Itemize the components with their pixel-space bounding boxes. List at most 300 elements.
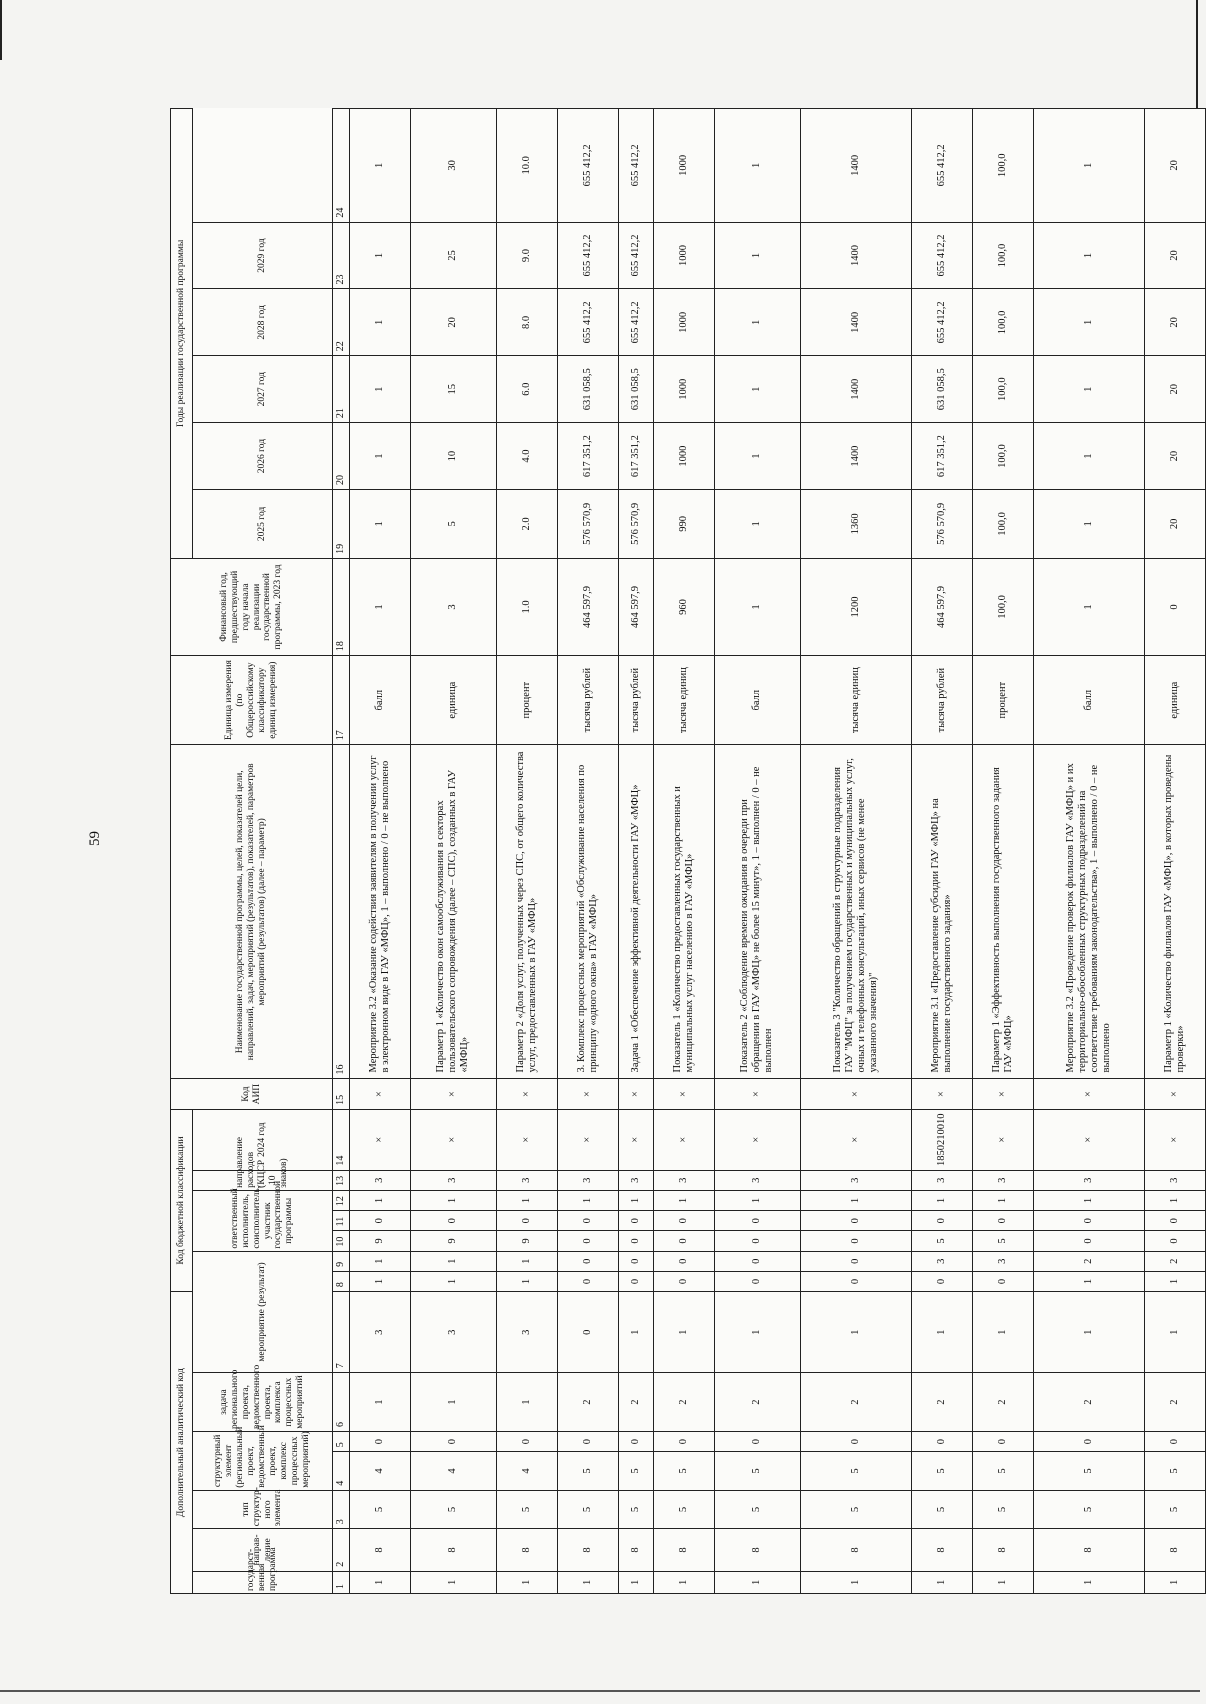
- year-value-cell: 1: [350, 423, 411, 490]
- code-cell: 5: [557, 1452, 618, 1490]
- year-value-cell: 1000: [654, 109, 715, 223]
- column-number: 19: [333, 489, 350, 558]
- table-row: [496, 109, 557, 1594]
- code-cell: 1: [618, 1190, 654, 1210]
- column-number: 18: [333, 558, 350, 655]
- code-cell: 0: [1033, 1431, 1144, 1451]
- year-value-cell: 100,0: [973, 109, 1034, 223]
- code-cell: 2: [557, 1373, 618, 1432]
- year-value-cell: 4.0: [496, 423, 557, 490]
- year-value-cell: 1000: [654, 289, 715, 356]
- code-cell: ×: [557, 1109, 618, 1170]
- year-value-cell: 655 412,2: [557, 289, 618, 356]
- code-cell: 8: [800, 1529, 911, 1572]
- year-value-cell: 100,0: [973, 222, 1034, 289]
- year-value-cell: 100,0: [973, 423, 1034, 490]
- year-value-cell: 1400: [800, 222, 911, 289]
- code-cell: 0: [800, 1271, 911, 1291]
- code-cell: 0: [410, 1431, 496, 1451]
- code-cell: 3: [714, 1170, 800, 1190]
- code-cell: 3: [350, 1170, 411, 1190]
- code-cell: 1: [973, 1292, 1034, 1373]
- code-cell: 2: [618, 1373, 654, 1432]
- code-cell: 0: [714, 1271, 800, 1291]
- year-value-cell: 576 570,9: [618, 489, 654, 558]
- unit-cell: тысяча рублей: [912, 656, 973, 745]
- year-value-cell: 655 412,2: [618, 222, 654, 289]
- code-cell: 3: [496, 1292, 557, 1373]
- code-cell: 0: [350, 1211, 411, 1231]
- code-cell: 3: [410, 1292, 496, 1373]
- code-cell: 1: [800, 1190, 911, 1210]
- code-cell: ×: [496, 1079, 557, 1109]
- unit-cell: единица: [1145, 656, 1206, 745]
- year-value-cell: 1: [1033, 222, 1144, 289]
- page-number: 59: [87, 831, 103, 846]
- column-number: 24: [333, 109, 350, 223]
- header-zadacha: задача регионального проекта, ведомственного проекта, комплекса процессных мероприятий: [193, 1373, 333, 1432]
- table-row: [973, 109, 1034, 1594]
- code-cell: 1: [557, 1571, 618, 1593]
- code-cell: 1: [350, 1373, 411, 1432]
- code-cell: 1: [618, 1292, 654, 1373]
- code-cell: 2: [654, 1373, 715, 1432]
- year-value-cell: 1: [350, 289, 411, 356]
- code-cell: 1: [410, 1571, 496, 1593]
- year-value-cell: 8.0: [496, 289, 557, 356]
- code-cell: 5: [618, 1490, 654, 1528]
- code-cell: 3: [912, 1251, 973, 1271]
- header-additional-code: Дополнительный аналитический код: [171, 1292, 193, 1594]
- column-number: 11: [333, 1211, 350, 1231]
- column-number: 15: [333, 1079, 350, 1109]
- base-year-cell: 0: [1145, 558, 1206, 655]
- year-value-cell: 1: [714, 356, 800, 423]
- code-cell: ×: [410, 1109, 496, 1170]
- code-cell: 1: [714, 1292, 800, 1373]
- code-cell: 1: [350, 1271, 411, 1291]
- code-cell: 1: [800, 1292, 911, 1373]
- year-value-cell: 2.0: [496, 489, 557, 558]
- base-year-cell: 1200: [800, 558, 911, 655]
- code-cell: 1: [654, 1292, 715, 1373]
- header-name: Наименование государственной программы, целей, показателей цели, направлений, задач, мероприятий (результатов), показателей, параметров мероприятий (результатов) (далее – параметр): [171, 745, 333, 1079]
- year-value-cell: 655 412,2: [618, 109, 654, 223]
- code-cell: 5: [973, 1490, 1034, 1528]
- code-cell: 5: [1033, 1490, 1144, 1528]
- scan-edge-mark: [0, 1690, 1200, 1692]
- year-value-cell: 1: [714, 222, 800, 289]
- code-cell: 1: [350, 1571, 411, 1593]
- code-cell: 5: [973, 1452, 1034, 1490]
- item-name-cell: Показатель 1 «Количество предоставленных государственных и муниципальных услуг населению в ГАУ «МФЦ»: [654, 745, 715, 1079]
- year-value-cell: 576 570,9: [912, 489, 973, 558]
- code-cell: 1: [714, 1571, 800, 1593]
- code-cell: 0: [496, 1211, 557, 1231]
- code-cell: 1: [973, 1571, 1034, 1593]
- code-cell: 3: [1033, 1170, 1144, 1190]
- code-cell: 8: [714, 1529, 800, 1572]
- item-name-cell: Параметр 1 «Количество филиалов ГАУ «МФЦ», в которых проведены проверки»: [1145, 745, 1206, 1079]
- code-cell: 0: [654, 1251, 715, 1271]
- header-year-2025: 2025 год: [193, 489, 333, 558]
- column-number: 22: [333, 289, 350, 356]
- code-cell: 8: [557, 1529, 618, 1572]
- unit-cell: балл: [714, 656, 800, 745]
- code-cell: 0: [557, 1251, 618, 1271]
- code-cell: ×: [1145, 1079, 1206, 1109]
- year-value-cell: 100,0: [973, 489, 1034, 558]
- year-value-cell: 617 351,2: [557, 423, 618, 490]
- code-cell: 0: [1145, 1431, 1206, 1451]
- code-cell: 5: [654, 1452, 715, 1490]
- year-value-cell: 5: [410, 489, 496, 558]
- year-value-cell: 1360: [800, 489, 911, 558]
- code-cell: 8: [350, 1529, 411, 1572]
- code-cell: 1850210010: [912, 1109, 973, 1170]
- header-year-2027: 2027 год: [193, 356, 333, 423]
- code-cell: ×: [350, 1079, 411, 1109]
- code-cell: 1: [410, 1271, 496, 1291]
- code-cell: 0: [912, 1211, 973, 1231]
- column-number: 16: [333, 745, 350, 1079]
- year-value-cell: 20: [1145, 423, 1206, 490]
- code-cell: 1: [1033, 1571, 1144, 1593]
- code-cell: 4: [496, 1452, 557, 1490]
- table-row: [618, 109, 654, 1594]
- year-value-cell: 617 351,2: [618, 423, 654, 490]
- code-cell: 0: [350, 1431, 411, 1451]
- code-cell: 0: [557, 1292, 618, 1373]
- year-value-cell: 1400: [800, 289, 911, 356]
- code-cell: ×: [1033, 1079, 1144, 1109]
- year-value-cell: 1: [350, 356, 411, 423]
- code-cell: 0: [714, 1431, 800, 1451]
- code-cell: 0: [654, 1431, 715, 1451]
- year-value-cell: 1: [350, 109, 411, 223]
- code-cell: 9: [410, 1231, 496, 1251]
- code-cell: 5: [1145, 1490, 1206, 1528]
- code-cell: ×: [800, 1109, 911, 1170]
- code-cell: 5: [800, 1452, 911, 1490]
- scan-edge-mark: [0, 0, 2, 60]
- code-cell: 0: [714, 1231, 800, 1251]
- base-year-cell: 100,0: [973, 558, 1034, 655]
- code-cell: 0: [800, 1431, 911, 1451]
- unit-cell: тысяча единиц: [654, 656, 715, 745]
- header-napravlenie: направ-ление: [193, 1529, 333, 1572]
- code-cell: 1: [1145, 1571, 1206, 1593]
- table-row: [714, 109, 800, 1594]
- item-name-cell: Задача 1 «Обеспечение эффективной деятельности ГАУ «МФЦ»: [618, 745, 654, 1079]
- code-cell: 1: [973, 1190, 1034, 1210]
- year-value-cell: 1400: [800, 423, 911, 490]
- item-name-cell: Параметр 2 «Доля услуг, полученных через СПС, от общего количества услуг, предоставленных в ГАУ «МФЦ»: [496, 745, 557, 1079]
- code-cell: 1: [496, 1271, 557, 1291]
- code-cell: 2: [973, 1373, 1034, 1432]
- column-numbers-row: [333, 109, 350, 1594]
- code-cell: 8: [618, 1529, 654, 1572]
- code-cell: 9: [350, 1231, 411, 1251]
- year-value-cell: 1400: [800, 356, 911, 423]
- code-cell: 0: [973, 1431, 1034, 1451]
- code-cell: 3: [973, 1170, 1034, 1190]
- year-value-cell: 1: [1033, 356, 1144, 423]
- table-row: [557, 109, 618, 1594]
- column-number: 1: [333, 1571, 350, 1593]
- code-cell: 0: [618, 1431, 654, 1451]
- year-value-cell: 1: [350, 489, 411, 558]
- item-name-cell: Мероприятие 3.2 «Оказание содействия заявителям в получении услуг в электронном виде в ГАУ «МФЦ», 1 – выполнено / 0 – не выполнено: [350, 745, 411, 1079]
- column-number: 14: [333, 1109, 350, 1170]
- item-name-cell: Мероприятие 3.2 «Проведение проверок филиалов ГАУ «МФЦ» и их территориально-обособленных структурных подразделений на соответствие требованиям законодательства», 1 – выполнено / 0 – не выполнено: [1033, 745, 1144, 1079]
- unit-cell: единица: [410, 656, 496, 745]
- unit-cell: балл: [1033, 656, 1144, 745]
- code-cell: ×: [714, 1109, 800, 1170]
- column-number: 8: [333, 1271, 350, 1291]
- header-kod-aip: Код АИП: [171, 1079, 333, 1109]
- column-number: 13: [333, 1170, 350, 1190]
- column-number: 20: [333, 423, 350, 490]
- header-year-2029: 2029 год: [193, 222, 333, 289]
- code-cell: 3: [496, 1170, 557, 1190]
- year-value-cell: 631 058,5: [912, 356, 973, 423]
- base-year-cell: 464 597,9: [557, 558, 618, 655]
- year-value-cell: 1000: [654, 423, 715, 490]
- year-value-cell: 9.0: [496, 222, 557, 289]
- header-years-group: Годы реализации государственной программы: [171, 109, 193, 559]
- code-cell: 0: [912, 1431, 973, 1451]
- code-cell: ×: [618, 1109, 654, 1170]
- code-cell: 0: [557, 1211, 618, 1231]
- code-cell: 0: [973, 1211, 1034, 1231]
- code-cell: 5: [912, 1490, 973, 1528]
- code-cell: 0: [618, 1271, 654, 1291]
- code-cell: ×: [1033, 1109, 1144, 1170]
- code-cell: ×: [350, 1109, 411, 1170]
- year-value-cell: 1: [350, 222, 411, 289]
- column-number: 5: [333, 1431, 350, 1451]
- year-value-cell: 10.0: [496, 109, 557, 223]
- code-cell: 3: [618, 1170, 654, 1190]
- code-cell: 1: [618, 1571, 654, 1593]
- code-cell: 0: [618, 1251, 654, 1271]
- code-cell: 1: [1145, 1292, 1206, 1373]
- year-value-cell: 25: [410, 222, 496, 289]
- column-number: 6: [333, 1373, 350, 1432]
- code-cell: 1: [410, 1373, 496, 1432]
- code-cell: 0: [654, 1211, 715, 1231]
- header-year-2024: 2024 год: [193, 1109, 333, 1170]
- code-cell: ×: [912, 1079, 973, 1109]
- code-cell: 5: [496, 1490, 557, 1528]
- year-value-cell: 1000: [654, 222, 715, 289]
- code-cell: ×: [973, 1079, 1034, 1109]
- code-cell: 0: [714, 1211, 800, 1231]
- code-cell: 1: [1033, 1271, 1144, 1291]
- header-kcsr: направление расходов (КЦСР 10 знаков): [193, 1170, 333, 1190]
- base-year-cell: 3: [410, 558, 496, 655]
- year-value-cell: 1: [1033, 289, 1144, 356]
- program-indicators-table: [170, 108, 1206, 1594]
- code-cell: 3: [1145, 1170, 1206, 1190]
- table-container: [170, 108, 1206, 1594]
- code-cell: 8: [912, 1529, 973, 1572]
- base-year-cell: 464 597,9: [912, 558, 973, 655]
- code-cell: 1: [557, 1190, 618, 1210]
- code-cell: 8: [973, 1529, 1034, 1572]
- table-row: [800, 109, 911, 1594]
- year-value-cell: 20: [1145, 109, 1206, 223]
- table-row: [654, 109, 715, 1594]
- code-cell: 1: [1145, 1271, 1206, 1291]
- header-strukt: структурный элемент (региональный проект, ведомственный проект, комплекс процессных мероприятий): [193, 1431, 333, 1490]
- code-cell: 1: [800, 1571, 911, 1593]
- code-cell: 1: [1033, 1292, 1144, 1373]
- item-name-cell: Параметр 1 «Количество окон самообслуживания в секторах пользовательского сопровождения (далее – СПС), созданных в ГАУ «МФЦ»: [410, 745, 496, 1079]
- year-value-cell: 6.0: [496, 356, 557, 423]
- code-cell: 5: [973, 1231, 1034, 1251]
- year-value-cell: 655 412,2: [912, 222, 973, 289]
- code-cell: 5: [1145, 1452, 1206, 1490]
- code-cell: 1: [1033, 1190, 1144, 1210]
- item-name-cell: Мероприятие 3.1 «Предоставление субсидии ГАУ «МФЦ» на выполнение государственного задания»: [912, 745, 973, 1079]
- table-row: [912, 109, 973, 1594]
- code-cell: 2: [912, 1373, 973, 1432]
- code-cell: 1: [496, 1373, 557, 1432]
- code-cell: 3: [654, 1170, 715, 1190]
- code-cell: 1: [1145, 1190, 1206, 1210]
- item-name-cell: Показатель 3 "Количество обращений в структурные подразделения ГАУ "МФЦ" за получением государственных и муниципальных услуг, очных и телефонных консультаций, иных сервисов (не менее указанного значения)": [800, 745, 911, 1079]
- base-year-cell: 1: [1033, 558, 1144, 655]
- code-cell: 0: [410, 1211, 496, 1231]
- column-number: 23: [333, 222, 350, 289]
- code-cell: 0: [800, 1251, 911, 1271]
- base-year-cell: 1: [350, 558, 411, 655]
- code-cell: 0: [1145, 1211, 1206, 1231]
- code-cell: 1: [654, 1190, 715, 1210]
- header-unit: Единица измерения (по Общероссийскому классификатору единиц измерения): [171, 656, 333, 745]
- code-cell: 5: [714, 1490, 800, 1528]
- code-cell: 3: [557, 1170, 618, 1190]
- code-cell: 0: [1033, 1231, 1144, 1251]
- item-name-cell: Параметр 1 «Эффективность выполнения государственного задания ГАУ «МФЦ»: [973, 745, 1034, 1079]
- year-value-cell: 15: [410, 356, 496, 423]
- year-value-cell: 617 351,2: [912, 423, 973, 490]
- column-number: 7: [333, 1292, 350, 1373]
- column-number: 4: [333, 1452, 350, 1490]
- item-name-cell: Показатель 2 «Соблюдение времени ожидания в очереди при обращении в ГАУ «МФЦ» не более 15 минут», 1 – выполнен / 0 – не выполнен: [714, 745, 800, 1079]
- code-cell: 1: [654, 1571, 715, 1593]
- unit-cell: процент: [973, 656, 1034, 745]
- code-cell: 1: [350, 1190, 411, 1210]
- code-cell: ×: [1145, 1109, 1206, 1170]
- code-cell: 5: [410, 1490, 496, 1528]
- code-cell: 1: [912, 1292, 973, 1373]
- year-value-cell: 1: [714, 289, 800, 356]
- year-value-cell: 990: [654, 489, 715, 558]
- column-number: 17: [333, 656, 350, 745]
- code-cell: 1: [496, 1571, 557, 1593]
- unit-cell: тысяча рублей: [557, 656, 618, 745]
- year-value-cell: 100,0: [973, 356, 1034, 423]
- year-value-cell: 631 058,5: [557, 356, 618, 423]
- code-cell: 0: [800, 1231, 911, 1251]
- header-tip: тип структур-ного элемента: [193, 1490, 333, 1528]
- year-value-cell: 1: [1033, 423, 1144, 490]
- year-value-cell: 20: [1145, 489, 1206, 558]
- code-cell: 2: [800, 1373, 911, 1432]
- code-cell: 8: [1033, 1529, 1144, 1572]
- rotated-table-frame: [170, 108, 1206, 1594]
- code-cell: ×: [654, 1079, 715, 1109]
- code-cell: 0: [557, 1271, 618, 1291]
- code-cell: 1: [496, 1190, 557, 1210]
- unit-cell: тысяча рублей: [618, 656, 654, 745]
- code-cell: 0: [654, 1271, 715, 1291]
- code-cell: 3: [410, 1170, 496, 1190]
- table-row: [410, 109, 496, 1594]
- header-year-2026: 2026 год: [193, 423, 333, 490]
- item-name-cell: 3. Комплекс процессных мероприятий «Обслуживание населения по принципу «одного окна» в ГАУ «МФЦ»: [557, 745, 618, 1079]
- year-value-cell: 30: [410, 109, 496, 223]
- code-cell: 5: [1033, 1452, 1144, 1490]
- code-cell: 8: [410, 1529, 496, 1572]
- code-cell: 5: [557, 1490, 618, 1528]
- column-number: 9: [333, 1251, 350, 1271]
- header-otv: ответственный исполнитель, соисполнитель, участник государственной программы: [193, 1190, 333, 1251]
- code-cell: 1: [714, 1190, 800, 1210]
- code-cell: 8: [496, 1529, 557, 1572]
- year-value-cell: 631 058,5: [618, 356, 654, 423]
- code-cell: 5: [714, 1452, 800, 1490]
- code-cell: 2: [1033, 1373, 1144, 1432]
- code-cell: 2: [1033, 1251, 1144, 1271]
- column-number: 3: [333, 1490, 350, 1528]
- code-cell: 5: [800, 1490, 911, 1528]
- year-value-cell: 1400: [800, 109, 911, 223]
- base-year-cell: 960: [654, 558, 715, 655]
- header-gosprog: государст-венная программа: [193, 1571, 333, 1593]
- code-cell: 0: [618, 1211, 654, 1231]
- code-cell: 5: [654, 1490, 715, 1528]
- header-year-2028: 2028 год: [193, 289, 333, 356]
- year-value-cell: 100,0: [973, 289, 1034, 356]
- year-value-cell: 655 412,2: [912, 289, 973, 356]
- code-cell: 8: [1145, 1529, 1206, 1572]
- year-value-cell: 1: [1033, 109, 1144, 223]
- header-base-year: Финансовый год, предшествующий году начала реализации государственной программы, 2023 год: [171, 558, 333, 655]
- column-number: 2: [333, 1529, 350, 1572]
- code-cell: 0: [1033, 1211, 1144, 1231]
- column-number: 21: [333, 356, 350, 423]
- year-value-cell: 10: [410, 423, 496, 490]
- year-value-cell: 655 412,2: [557, 222, 618, 289]
- header-budget-code: Код бюджетной классификации: [171, 1109, 193, 1291]
- code-cell: 0: [496, 1431, 557, 1451]
- base-year-cell: 464 597,9: [618, 558, 654, 655]
- year-value-cell: 576 570,9: [557, 489, 618, 558]
- code-cell: 4: [350, 1452, 411, 1490]
- code-cell: 0: [557, 1231, 618, 1251]
- year-value-cell: 1: [1033, 489, 1144, 558]
- year-value-cell: 655 412,2: [618, 289, 654, 356]
- year-value-cell: 1000: [654, 356, 715, 423]
- code-cell: 5: [350, 1490, 411, 1528]
- code-cell: 5: [912, 1231, 973, 1251]
- table-row: [1145, 109, 1206, 1594]
- code-cell: 0: [654, 1231, 715, 1251]
